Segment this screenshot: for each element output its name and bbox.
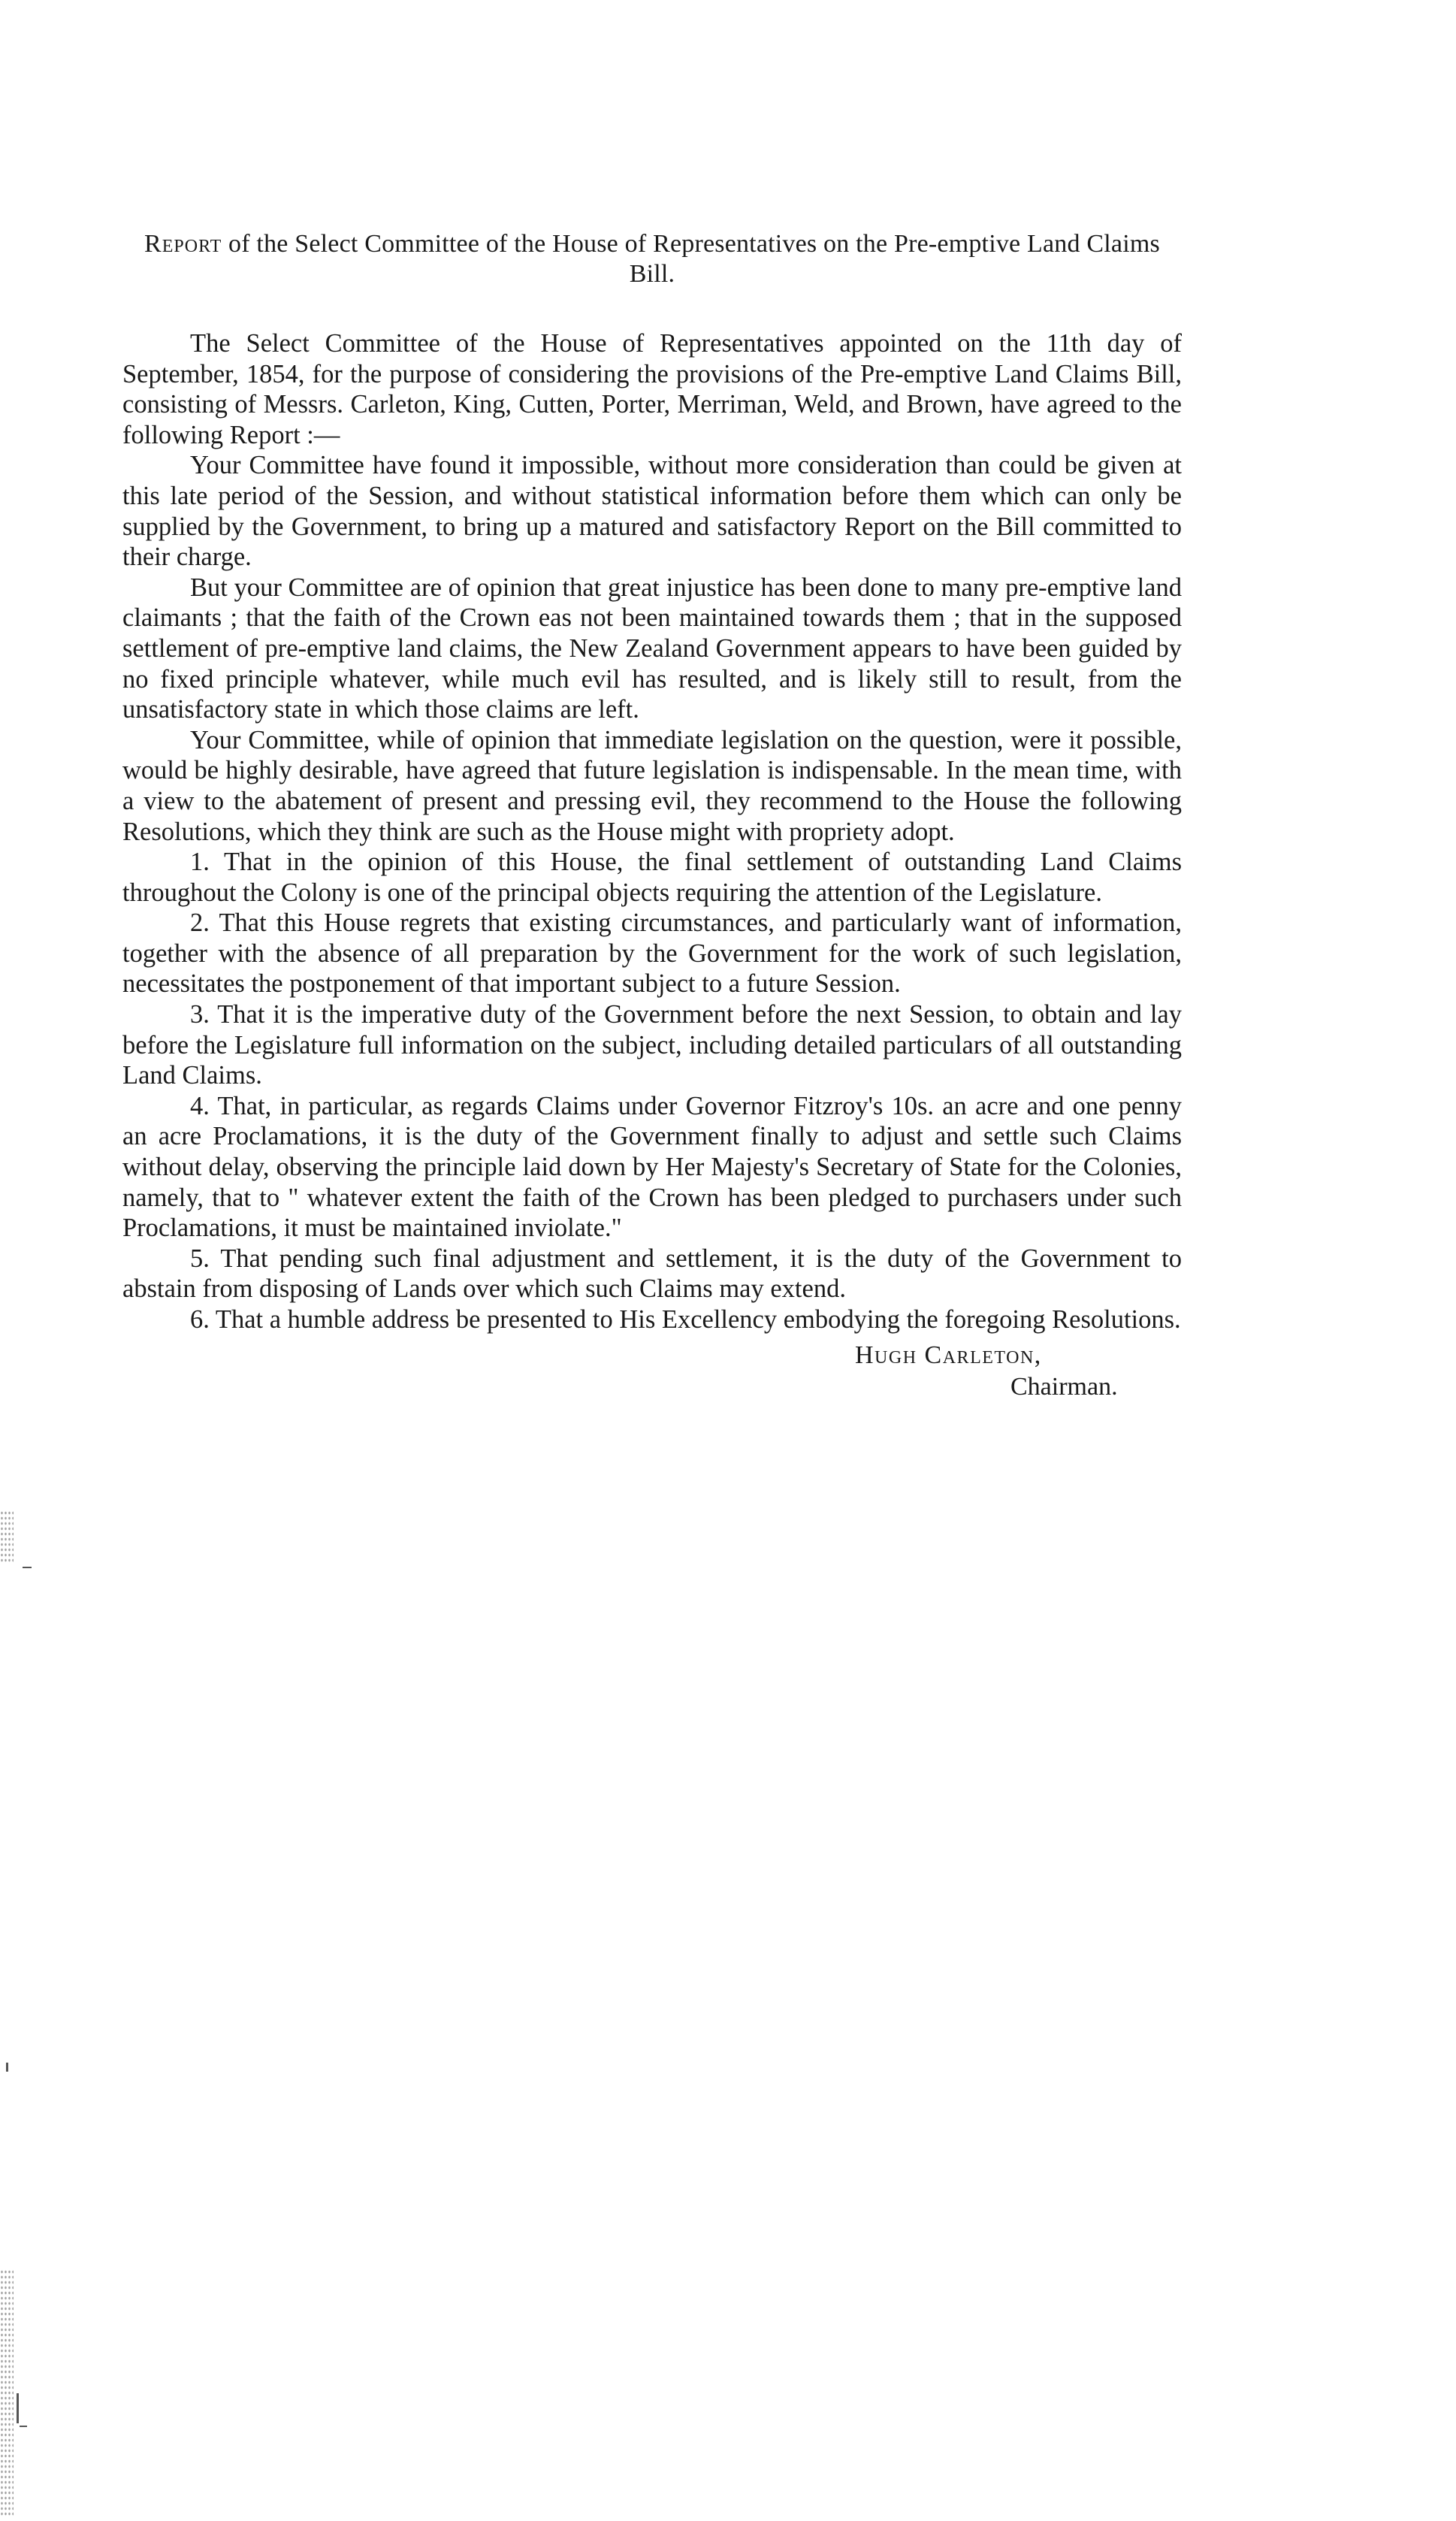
scan-edge-mark (17, 2393, 19, 2423)
committee-report (122, 229, 1182, 1403)
report-body (122, 328, 1182, 1335)
report-title (122, 229, 1182, 289)
resolution-6: 6. That a humble address be presented to His Excellency embodying the foregoing Resolutions. (190, 1305, 1181, 1334)
resolution-5: 5. That pending such final adjustment and settlement, it is the duty of the Government to abstain from disposing of Lands over which such Claims may extend. (122, 1244, 1182, 1304)
scan-edge-mark (6, 2063, 8, 2072)
scan-edge-mark (20, 2426, 27, 2427)
signatory-name: Hugh Carleton, (855, 1341, 1042, 1369)
report-paragraph-injustice: But your Committee are of opinion that great injustice has been done to many pre-emptive land claimants ; that the faith of the Crown eas not been maintained towards them ; that in the supposed settlement of pre-emptive land claims, the New Zealand Government appears to have been guided by no fixed principle whatever, while much evil has resulted, and is likely still to result, from the unsatisfactory state in which those claims are left. (122, 573, 1182, 724)
report-paragraph-legislation: Your Committee, while of opinion that immediate legislation on the question, were it possible, would be highly desirable, have agreed that future legislation is indispensable. In the mean time, with a view to the abatement of present and pressing evil, they recommend to the House the following Resolutions, which they think are such as the House might with propriety adopt. (122, 725, 1182, 846)
report-title-rest: of the Select Committee of the House of Representatives on the Pre-emptive Land Claims Bill. (222, 230, 1160, 288)
resolution-3: 3. That it is the imperative duty of the Government before the next Session, to obtain and lay before the Legislature full information on the subject, including detailed particulars of all outstanding Land Claims. (122, 1000, 1182, 1090)
report-paragraph-impossible: Your Committee have found it impossible, without more consideration than could be given at this late period of the Session, and without statistical information before them which can only be supplied by the Government, to bring up a matured and satisfactory Report on the Bill committed to their charge. (122, 451, 1182, 572)
scan-edge-speckle (0, 2269, 14, 2517)
signature-block (122, 1340, 1182, 1403)
resolution-1: 1. That in the opinion of this House, the final settlement of outstanding Land Claims throughout the Colony is one of the principal objects requiring the attention of the Legislature. (122, 848, 1182, 907)
resolution-2: 2. That this House regrets that existing circumstances, and particularly want of information, together with the absence of all preparation by the Government for the work of such legislation, necessitates the postponement of that important subject to a future Session. (122, 908, 1182, 999)
report-title-lead: Report (144, 230, 222, 258)
signatory-role: Chairman. (1010, 1372, 1118, 1401)
scan-edge-mark (23, 1567, 32, 1568)
report-paragraph-intro: The Select Committee of the House of Representatives appointed on the 11th day of September, 1854, for the purpose of considering the provisions of the Pre-emptive Land Claims Bill, consisting of Messrs. Carleton, King, Cutten, Porter, Merriman, Weld, and Brown, have agreed to the following Report :— (122, 329, 1182, 449)
resolution-4: 4. That, in particular, as regards Claims under Governor Fitzroy's 10s. an acre and one penny an acre Proclamations, it is the duty of the Government finally to adjust and settle such Claims without delay, observing the principle laid down by Her Majesty's Secretary of State for the Colonies, namely, that to " whatever extent the faith of the Crown has been pledged to purchasers under such Proclamations, it must be maintained inviolate." (122, 1091, 1182, 1243)
scan-edge-speckle (0, 1510, 14, 1563)
